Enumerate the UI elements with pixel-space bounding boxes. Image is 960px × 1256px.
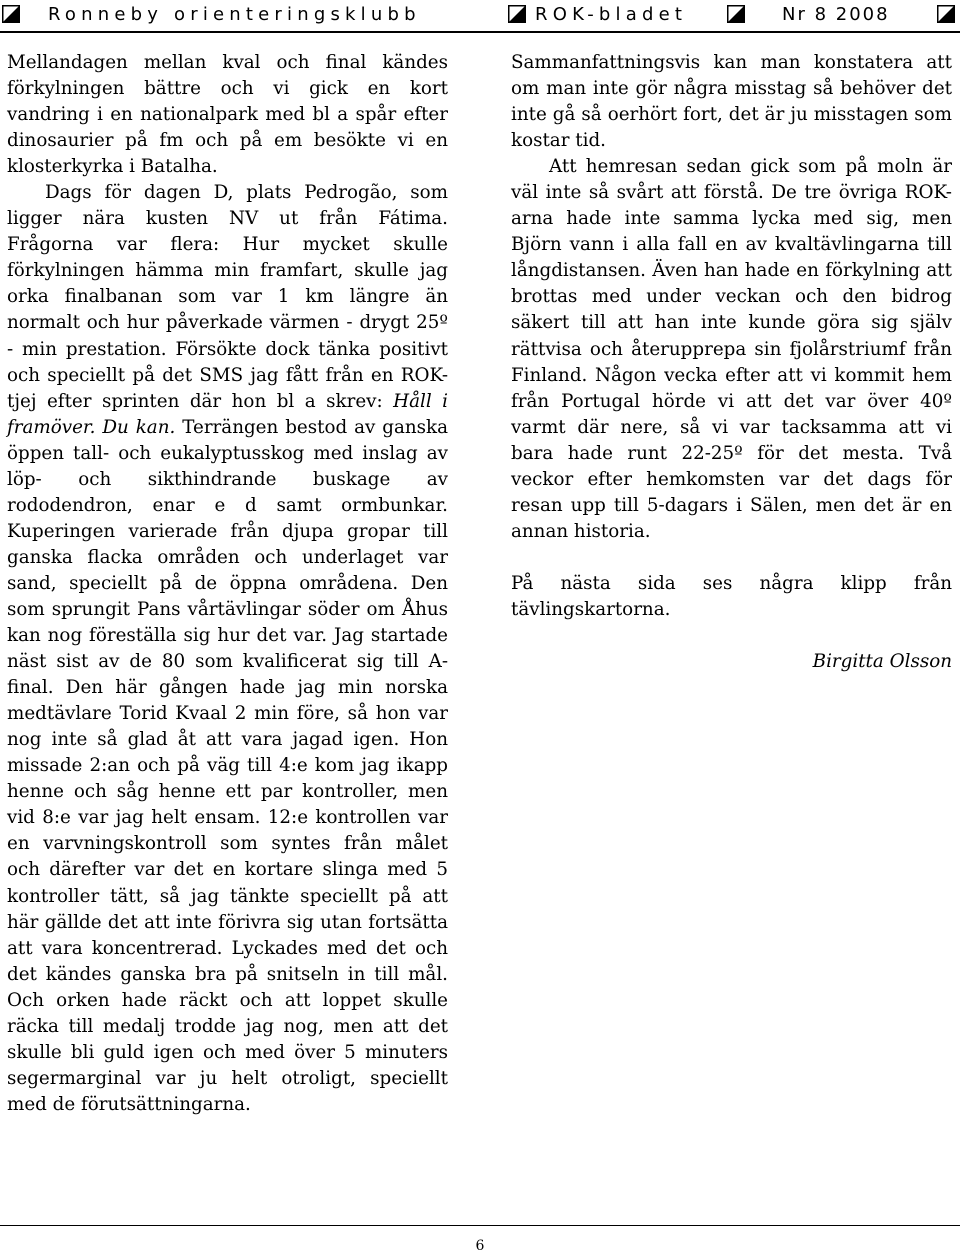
corner-triangle-icon [727,5,745,23]
issue-number: Nr 8 2008 [782,4,890,25]
paragraph-text: Terrängen bestod av ganska öppen tall- och eukalyptusskog med inslag av löp- och sikthindrande buskage av rododendron, enar e d samt ormbunkar. Kuperingen varierade från djupa gropar till ganska flacka områden och underlaget var sand, speciellt på de öppna områdena. Den som sprungit Pans vårtävlingar söder om Åhus kan nog föreställa sig hur det var. Jag startade näst sist av de 80 som kvalificerat sig till A-final. Den här gången hade jag min norska medtävlare Torid Kvaal 2 min före, så hon var nog inte så glad åt att vara jagad igen. Hon missade 2:an och på väg till 4:e kom jag ikapp henne och såg henne ett par kontroller, men vid 8:e var jag helt ensam. 12:e kontrollen var en varvningskontroll som syntes från målet och därefter var det en kortare slinga med 5 kontroller tätt, så jag tänkte speciellt på att här gällde det att inte förivra sig utan fortsätta att vara koncentrerad. Lyckades med det och det kändes ganska bra på snitseln in till mål. Och orken hade räckt och att loppet skulle räcka till medalj trodde jag nog, men att det skulle bli guld igen och med över 5 minuters segermarginal var ju helt otroligt, speciellt med de förutsättningarna. [7,416,448,1115]
right-column [511,50,952,675]
paragraph [7,180,448,1118]
author-signature: Birgitta Olsson [812,650,952,672]
page-number: 6 [475,1238,485,1254]
footer-rule [0,1225,960,1226]
header-rule [0,31,960,33]
paragraph-text: Dags för dagen D, plats Pedrogão, som ligger nära kusten NV ut från Fátima. Frågorna var flera: Hur mycket skulle förkylningen hämma min framfart, skulle jag orka finalbanan som var 1 km längre än normalt och hur påverkade värmen - drygt 25º - min prestation. Försökte dock tänka positivt och speciellt på det SMS jag fått från en ROK-tjej efter sprinten där hon bl a skrev: [7,182,448,412]
corner-triangle-icon [937,5,955,23]
sms-quote: Håll i framöver. Du kan. [7,390,448,438]
club-name: Ronneby orienteringsklubb [48,4,421,25]
paragraph: Sammanfattningsvis kan man konstatera att om man inte gör några misstag så behöver det inte gå så oerhört fort, det är ju misstagen som kostar tid. [511,52,952,152]
left-column [7,50,448,1118]
corner-triangle-icon [2,5,20,23]
paragraph: Att hemresan sedan gick som på moln är väl inte så svårt att förstå. De tre övriga ROK-arna hade inte samma lycka med sig, men Björn vann i alla fall en av kvaltävlingarna till långdistansen. Även han hade en förkylning att brottas med under veckan och den bidrog säkert till att han inte kunde göra sig själv rättvisa och återupprepa sin fjolårstriumf från Finland. Någon vecka efter att vi kommit hem från Portugal hörde vi att det var över 40º varmt där nere, så vi var tacksamma att vi bara hade runt 22-25º för det mesta. Två veckor efter hemkomsten var det dags för resan upp till 5-dagars i Sälen, men det är en annan historia. [511,156,952,542]
page-header [0,0,960,34]
paragraph: Mellandagen mellan kval och final kändes förkylningen bättre och vi gick en kort vandring i en nationalpark med bl a spår efter dinosaurier på fm och på em besökte vi en klosterkyrka i Batalha. [7,52,448,178]
corner-triangle-icon [508,5,526,23]
paragraph: På nästa sida ses några klipp från tävlingskartorna. [511,572,952,620]
magazine-name: ROK-bladet [535,4,688,25]
